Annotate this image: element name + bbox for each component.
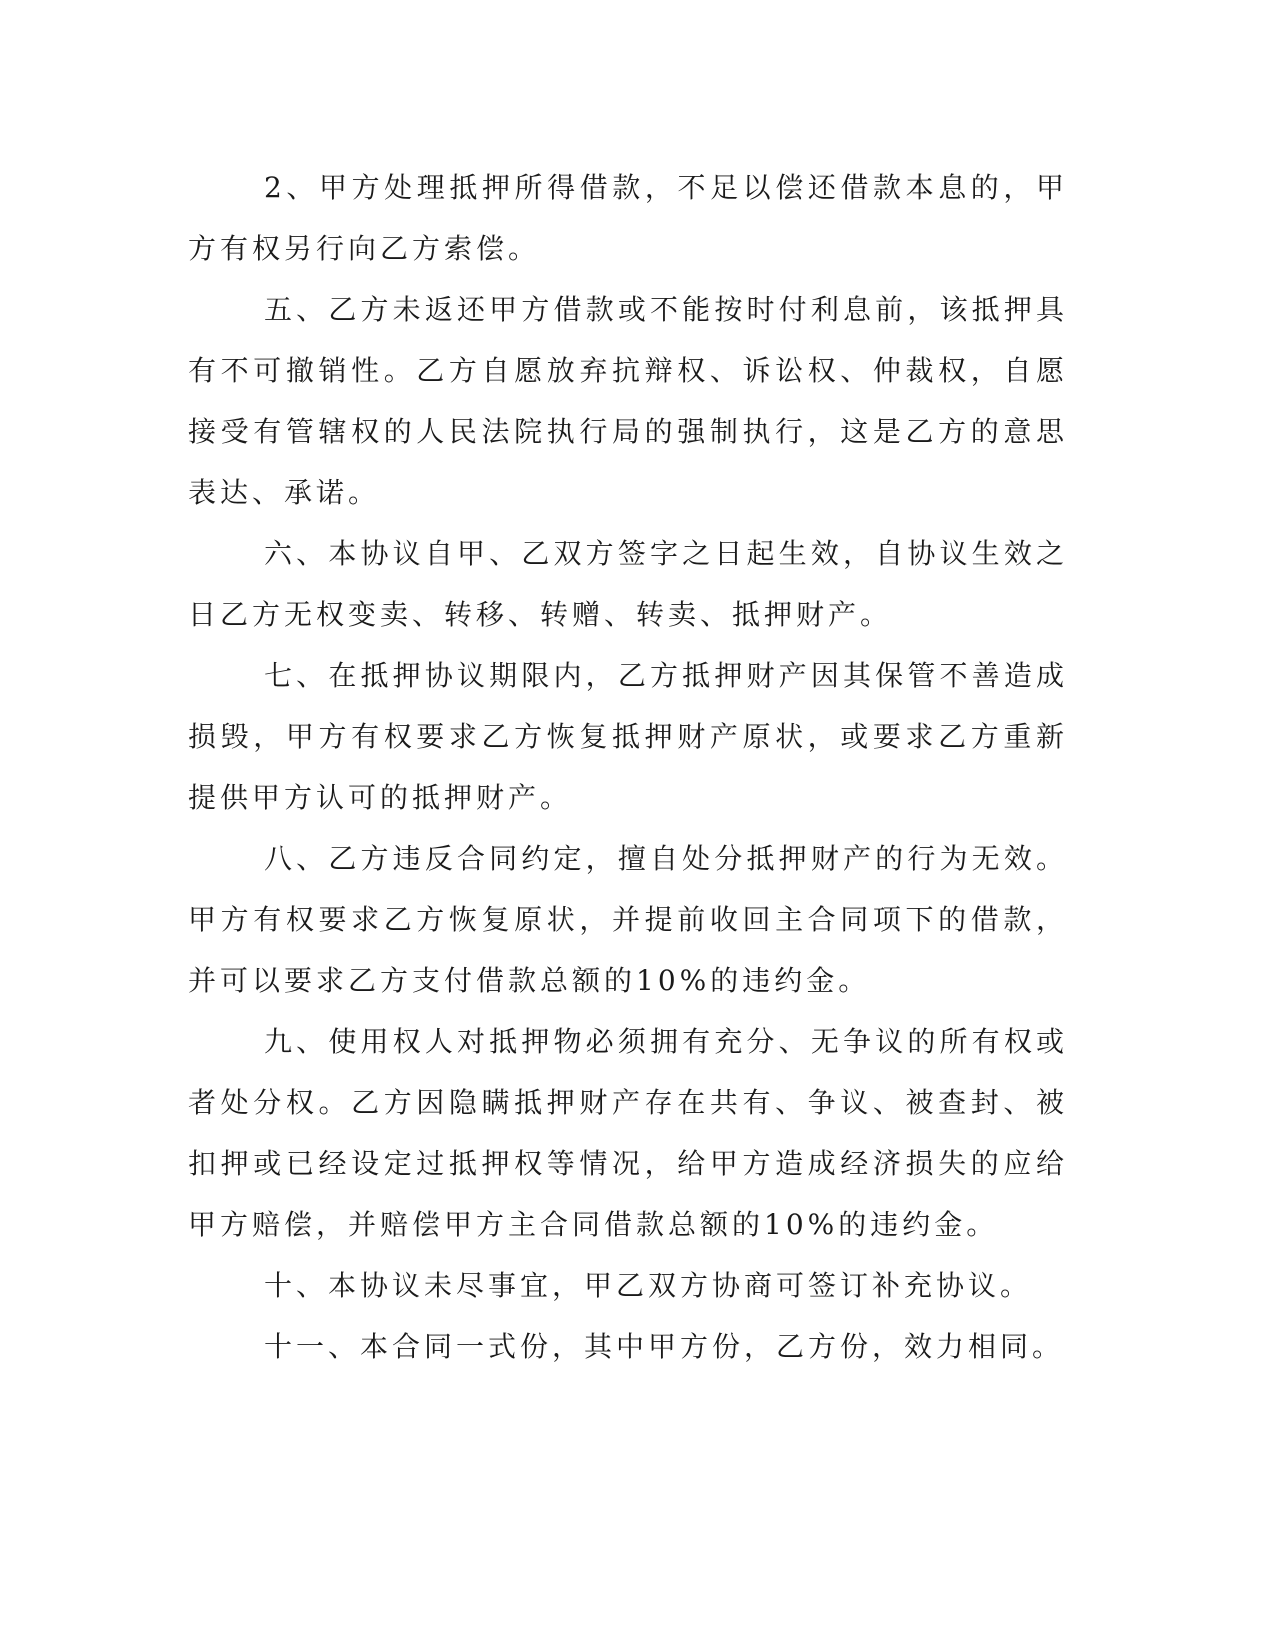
paragraph-clause-11: 十一、本合同一式份，其中甲方份，乙方份，效力相同。 — [264, 1330, 1065, 1363]
paragraph-clause-9: 九、使用权人对抵押物必须拥有充分、无争议的所有权或者处分权。乙方因隐瞒抵押财产存在共有、争议、被查封、被扣押或已经设定过抵押权等情况，给甲方造成经济损失的应给甲方赔偿，并赔偿甲方主合同借款总额的10%的违约金。 — [188, 1025, 1068, 1241]
paragraph-clause-4-2: 2、甲方处理抵押所得借款，不足以偿还借款本息的，甲方有权另行向乙方索偿。 — [188, 171, 1068, 265]
document-body — [188, 157, 1068, 1377]
paragraph-clause-7: 七、在抵押协议期限内，乙方抵押财产因其保管不善造成损毁，甲方有权要求乙方恢复抵押财产原状，或要求乙方重新提供甲方认可的抵押财产。 — [188, 659, 1068, 814]
paragraph-clause-5: 五、乙方未返还甲方借款或不能按时付利息前，该抵押具有不可撤销性。乙方自愿放弃抗辩权、诉讼权、仲裁权，自愿接受有管辖权的人民法院执行局的强制执行，这是乙方的意思表达、承诺。 — [188, 293, 1068, 509]
paragraph-clause-8: 八、乙方违反合同约定，擅自处分抵押财产的行为无效。甲方有权要求乙方恢复原状，并提前收回主合同项下的借款，并可以要求乙方支付借款总额的10%的违约金。 — [188, 842, 1068, 997]
paragraph-clause-10: 十、本协议未尽事宜，甲乙双方协商可签订补充协议。 — [264, 1269, 1033, 1302]
paragraph-clause-6: 六、本协议自甲、乙双方签字之日起生效，自协议生效之日乙方无权变卖、转移、转赠、转卖、抵押财产。 — [188, 537, 1068, 631]
